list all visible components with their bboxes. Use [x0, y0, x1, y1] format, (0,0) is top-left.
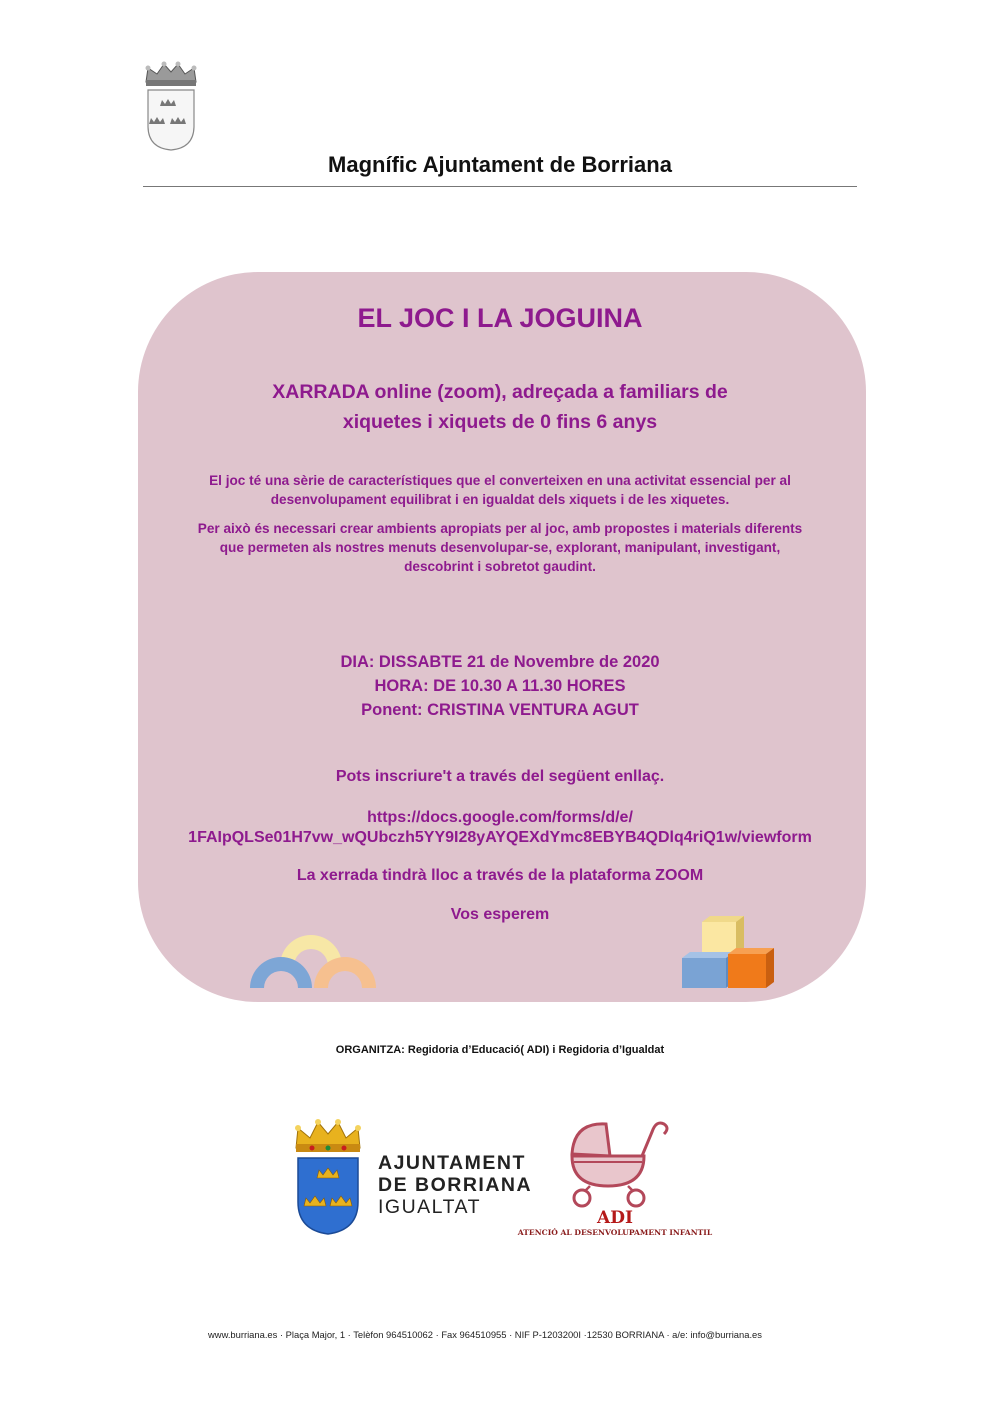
toy-blocks-icon	[680, 914, 778, 990]
event-title: EL JOC I LA JOGUINA	[357, 303, 643, 333]
event-time: HORA: DE 10.30 A 11.30 HORES	[374, 677, 626, 695]
rainbow-arches-icon	[248, 926, 378, 990]
description-line: El joc té una sèrie de característiques que el converteixen en una activitat essencial per al	[209, 473, 791, 488]
description-line: que permeten als nostres menuts desenvolupar-se, explorant, manipulant, investigant,	[219, 540, 781, 555]
event-subtitle-line: xiquetes i xiquets de 0 fins 6 anys	[342, 411, 658, 433]
organiser-line: ORGANITZA: Regidoria d’Educació( ADI) i Regidoria d’Igualdat	[335, 1044, 665, 1056]
ajuntament-logo-text: DE BORRIANA	[378, 1174, 533, 1196]
town-crest-icon	[140, 58, 202, 154]
description-line: descobrint i sobretot gaudint.	[404, 559, 596, 574]
description-line: desenvolupament equilibrat i en igualdat dels xiquets i de les xiquetes.	[270, 492, 730, 507]
registration-link[interactable]: https://docs.google.com/forms/d/e/	[367, 809, 633, 826]
adi-logo-label: ADI	[597, 1208, 633, 1228]
description-line: Per això és necessari crear ambients apropiats per al joc, amb propostes i materials diferents	[197, 521, 803, 536]
zoom-note: La xerrada tindrà lloc a través de la plataforma ZOOM	[296, 867, 704, 884]
event-date: DIA: DISSABTE 21 de Novembre de 2020	[340, 653, 660, 671]
registration-intro: Pots inscriure't a través del següent enllaç.	[335, 768, 665, 785]
page-title: Magnífic Ajuntament de Borriana	[328, 152, 672, 177]
pram-icon	[560, 1112, 672, 1210]
header-divider	[143, 186, 857, 187]
ajuntament-logo-text: AJUNTAMENT	[378, 1152, 526, 1174]
registration-link[interactable]: 1FAIpQLSe01H7vw_wQUbczh5YY9I28yAYQEXdYmc8EBYB4QDlq4riQ1w/viewform	[188, 829, 812, 846]
event-speaker: Ponent: CRISTINA VENTURA AGUT	[361, 701, 639, 719]
event-subtitle-line: XARRADA online (zoom), adreçada a familiars de	[272, 381, 728, 403]
closing-text: Vos esperem	[450, 906, 550, 923]
ajuntament-crest-icon	[292, 1118, 364, 1236]
contact-footer: www.burriana.es · Plaça Major, 1 · Telèfon 964510062 · Fax 964510955 · NIF P-1203200I ·12530 BORRIANA · a/e: info@burriana.es	[208, 1329, 762, 1340]
adi-logo-subtitle: ATENCIÓ AL DESENVOLUPAMENT INFANTIL	[517, 1228, 713, 1237]
ajuntament-logo-text: IGUALTAT	[378, 1196, 482, 1218]
